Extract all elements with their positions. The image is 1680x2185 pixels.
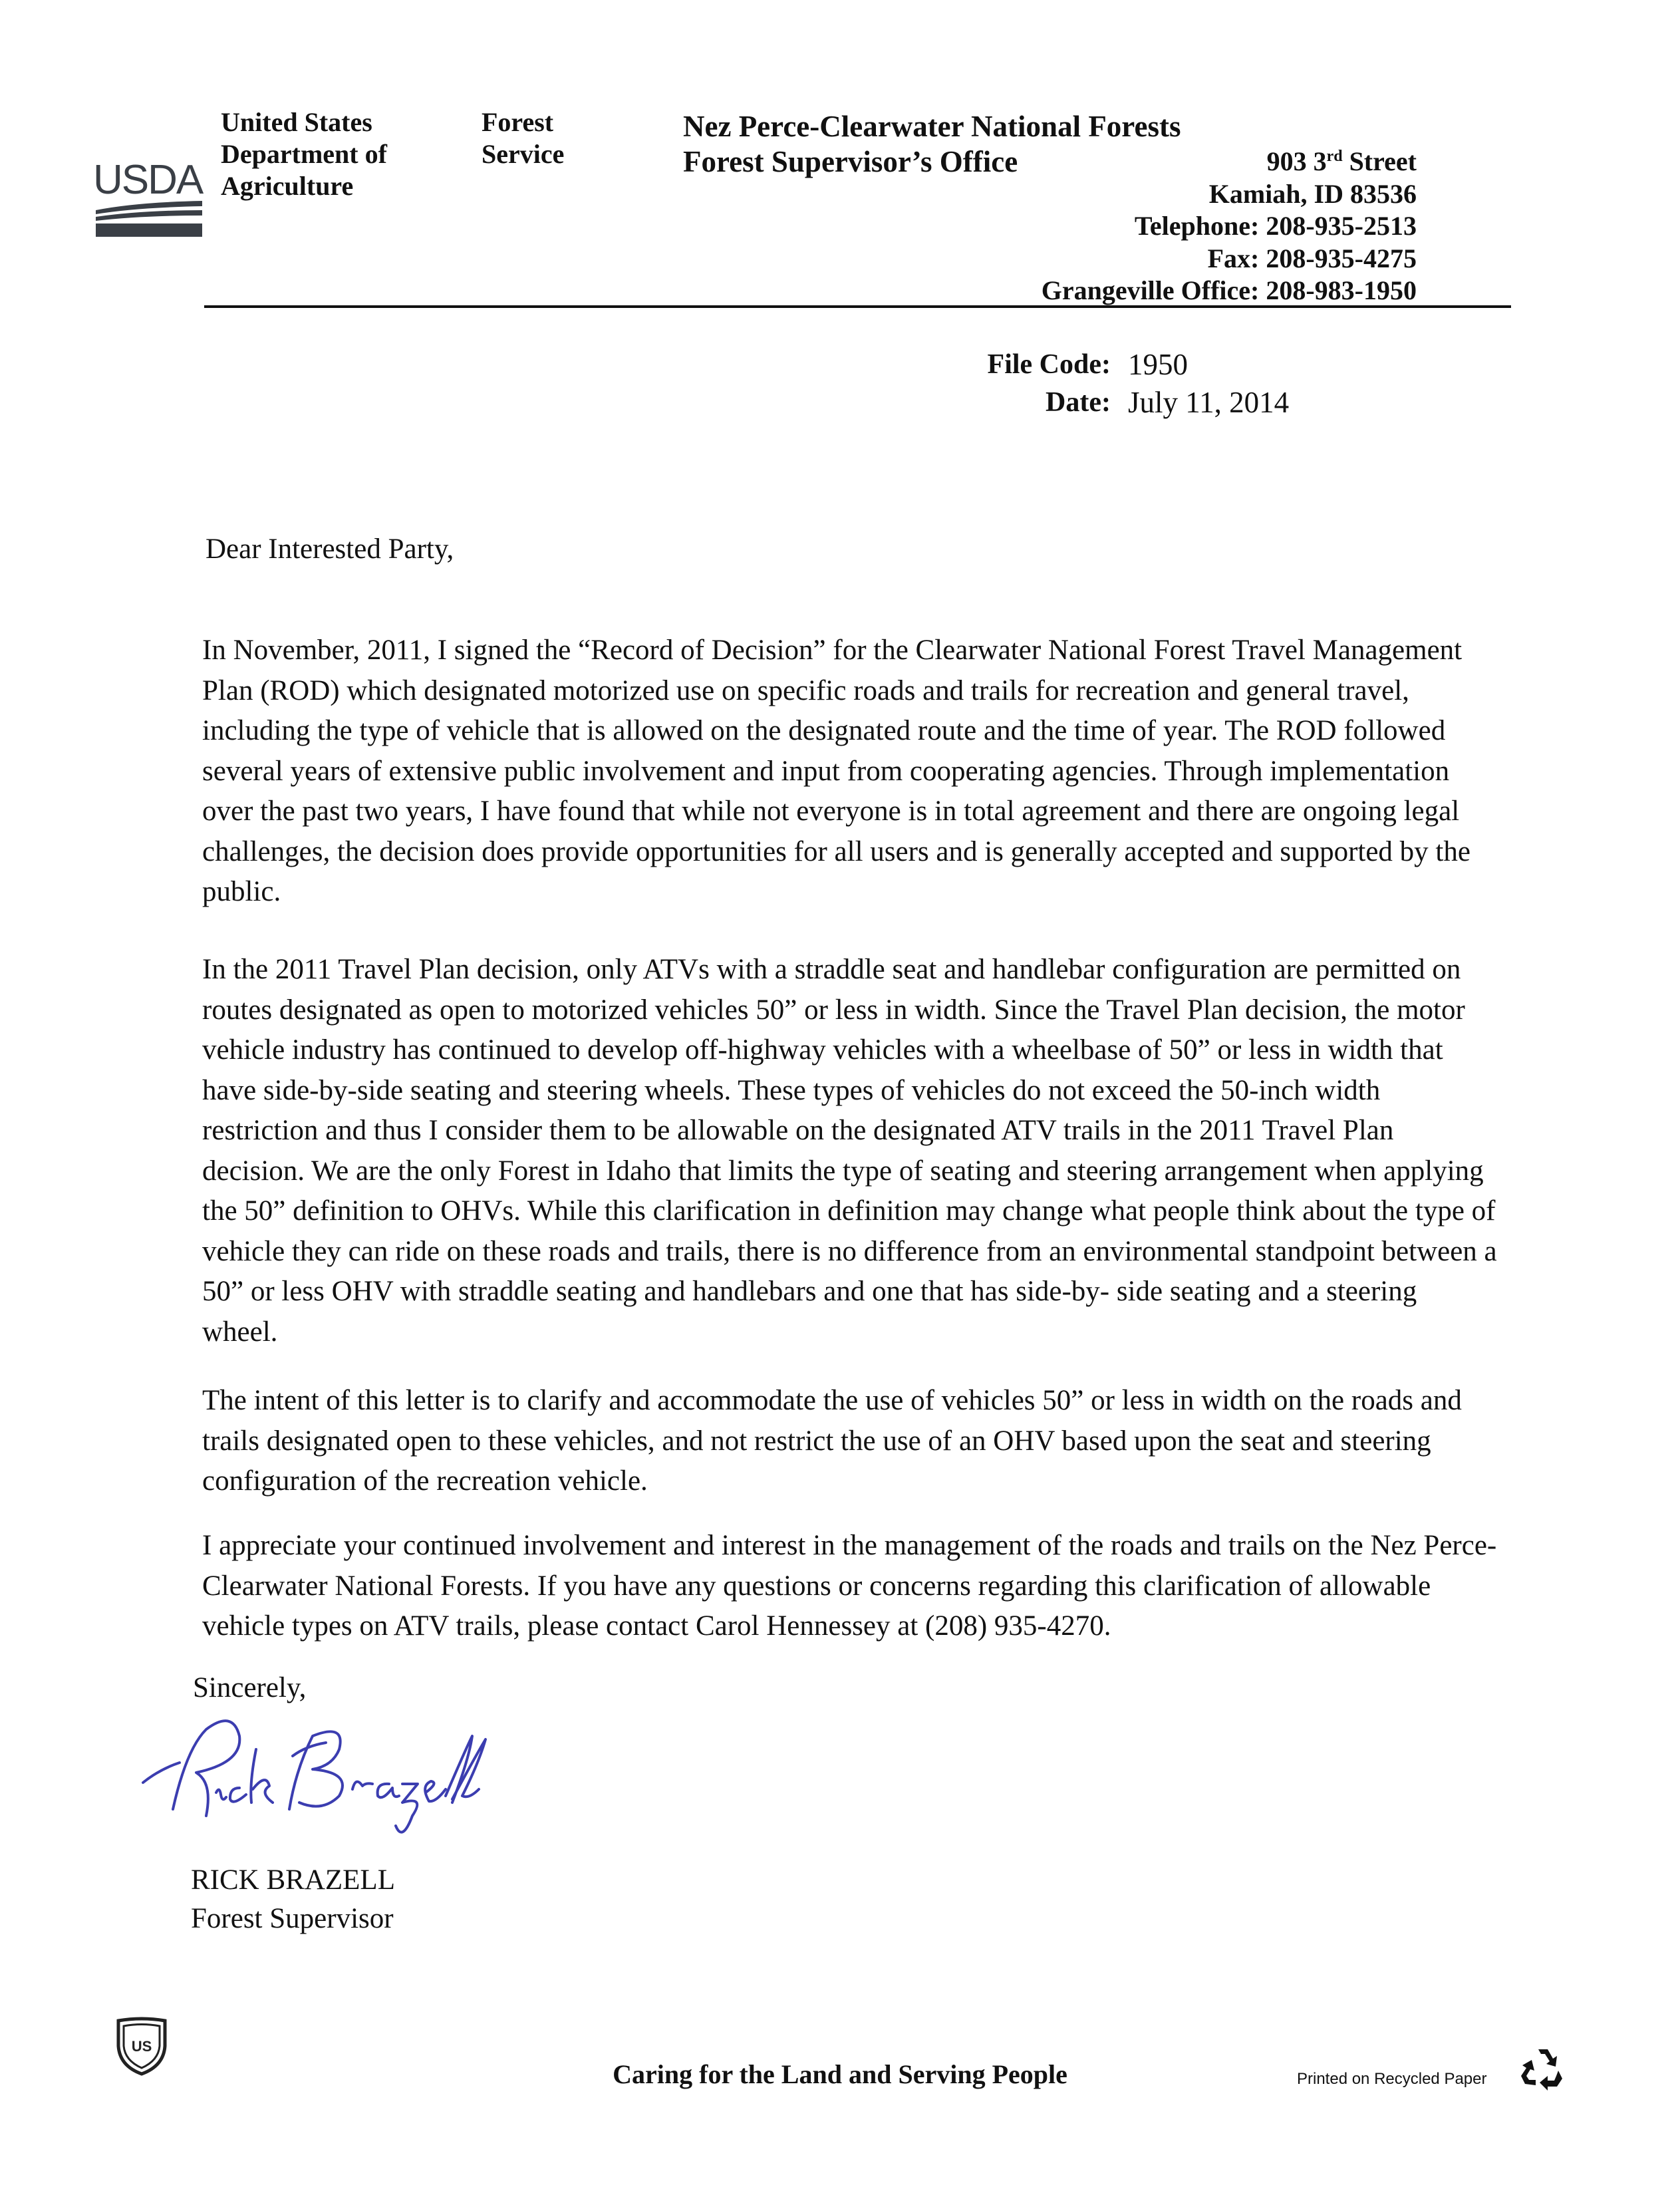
office-name: Nez Perce-Clearwater National Forests [683, 110, 1181, 143]
usda-logo [93, 157, 206, 238]
meta-values [1128, 346, 1289, 422]
signature [133, 1709, 492, 1849]
paragraph-text: In November, 2011, I signed the “Record of Decision” for the Clearwater National Forest Travel Management Plan (ROD) which designated motorized use on specific roads and trails for recreation and general travel, including the type of vehicle that is allowed on the designated route and the time of year. The ROD followed several years of extensive public involvement and input from cooperating agencies. Through implementation over the past two years, I have found that while not everyone is in total agreement and there are ongoing legal challenges, the decision does provide opportunities for all users and is generally accepted and supported by the public. [202, 635, 1470, 907]
department-line: Department of [221, 139, 387, 169]
grangeville-line: Grangeville Office: 208-983-1950 [1041, 275, 1417, 305]
department-line: United States [221, 107, 372, 137]
file-code-value: 1950 [1128, 348, 1188, 381]
street-name: Street [1342, 146, 1417, 176]
department-line: Agriculture [221, 171, 354, 201]
date-value: July 11, 2014 [1128, 386, 1290, 419]
footer-motto: Caring for the Land and Serving People [613, 2059, 1067, 2089]
usda-logo-stripes [96, 201, 202, 237]
usda-logo-text: USDA [93, 157, 203, 203]
signer-title: Forest Supervisor [191, 1903, 394, 1934]
header-divider [204, 305, 1511, 308]
paragraph-text: In the 2011 Travel Plan decision, only ATVs with a straddle seat and handlebar configuration are permitted on routes designated as open to motorized vehicles 50” or less in width. Since the Travel Plan decision, the motor vehicle industry has continued to develop off-highway vehicles with a wheelbase of 50” or less in width that have side-by-side seating and steering wheels. These types of vehicles do not exceed the 50-inch width restriction and thus I consider them to be allowable on the designated ATV trails in the 2011 Travel Plan decision. We are the only Forest in Idaho that limits the type of seating and steering arrangement when applying the 50” definition to OHVs. While this clarification in definition may change what people think about the type of vehicle they can ride on these roads and trails, there is no difference from an environmental standpoint between a 50” or less OHV with straddle seating and handlebars and one that has side-by- side seating and a steering wheel. [202, 954, 1497, 1348]
service-name [482, 106, 564, 170]
paragraph-text: I appreciate your continued involvement and interest in the management of the roads and trails on the Nez Perce-Clearwater National Forests. If you have any questions or concerns regarding this clarification of allowable vehicle types on ATV trails, please contact Carol Hennessey at (208) 935-4270. [202, 1530, 1497, 1642]
letter-paragraph [202, 631, 1499, 913]
closing: Sincerely, [193, 1672, 307, 1703]
city-line: Kamiah, ID 83536 [1208, 178, 1417, 209]
office-address [865, 146, 1417, 307]
letter-paragraph [202, 1381, 1499, 1502]
service-line: Service [482, 139, 565, 169]
fax-line: Fax: 208-935-4275 [1207, 243, 1417, 273]
signer-block [191, 1861, 395, 1938]
date-label: Date: [1046, 387, 1111, 418]
street-ordinal: rd [1326, 148, 1343, 165]
salutation: Dear Interested Party, [206, 533, 454, 565]
department-name [221, 106, 387, 202]
meta-labels [978, 346, 1111, 422]
letter-paragraph [202, 950, 1499, 1352]
paragraph-text: The intent of this letter is to clarify and accommodate the use of vehicles 50” or less in width on the roads and trails designated open to these vehicles, and not restrict the use of an OHV based upon the seat and steering configuration of the recreation vehicle. [202, 1385, 1462, 1497]
street-number: 903 3 [1266, 146, 1327, 176]
service-line: Forest [482, 107, 554, 137]
recycled-paper-note: Printed on Recycled Paper [1297, 2070, 1487, 2088]
svg-text:US: US [131, 2038, 152, 2055]
street-address [865, 146, 1417, 178]
office-subtitle: Forest Supervisor’s Office [683, 145, 1018, 178]
file-code-label: File Code: [987, 349, 1111, 380]
recycle-icon [1518, 2045, 1565, 2092]
signer-name: RICK BRAZELL [191, 1864, 395, 1896]
letter-paragraph [202, 1526, 1499, 1647]
telephone-line: Telephone: 208-935-2513 [1134, 211, 1417, 241]
